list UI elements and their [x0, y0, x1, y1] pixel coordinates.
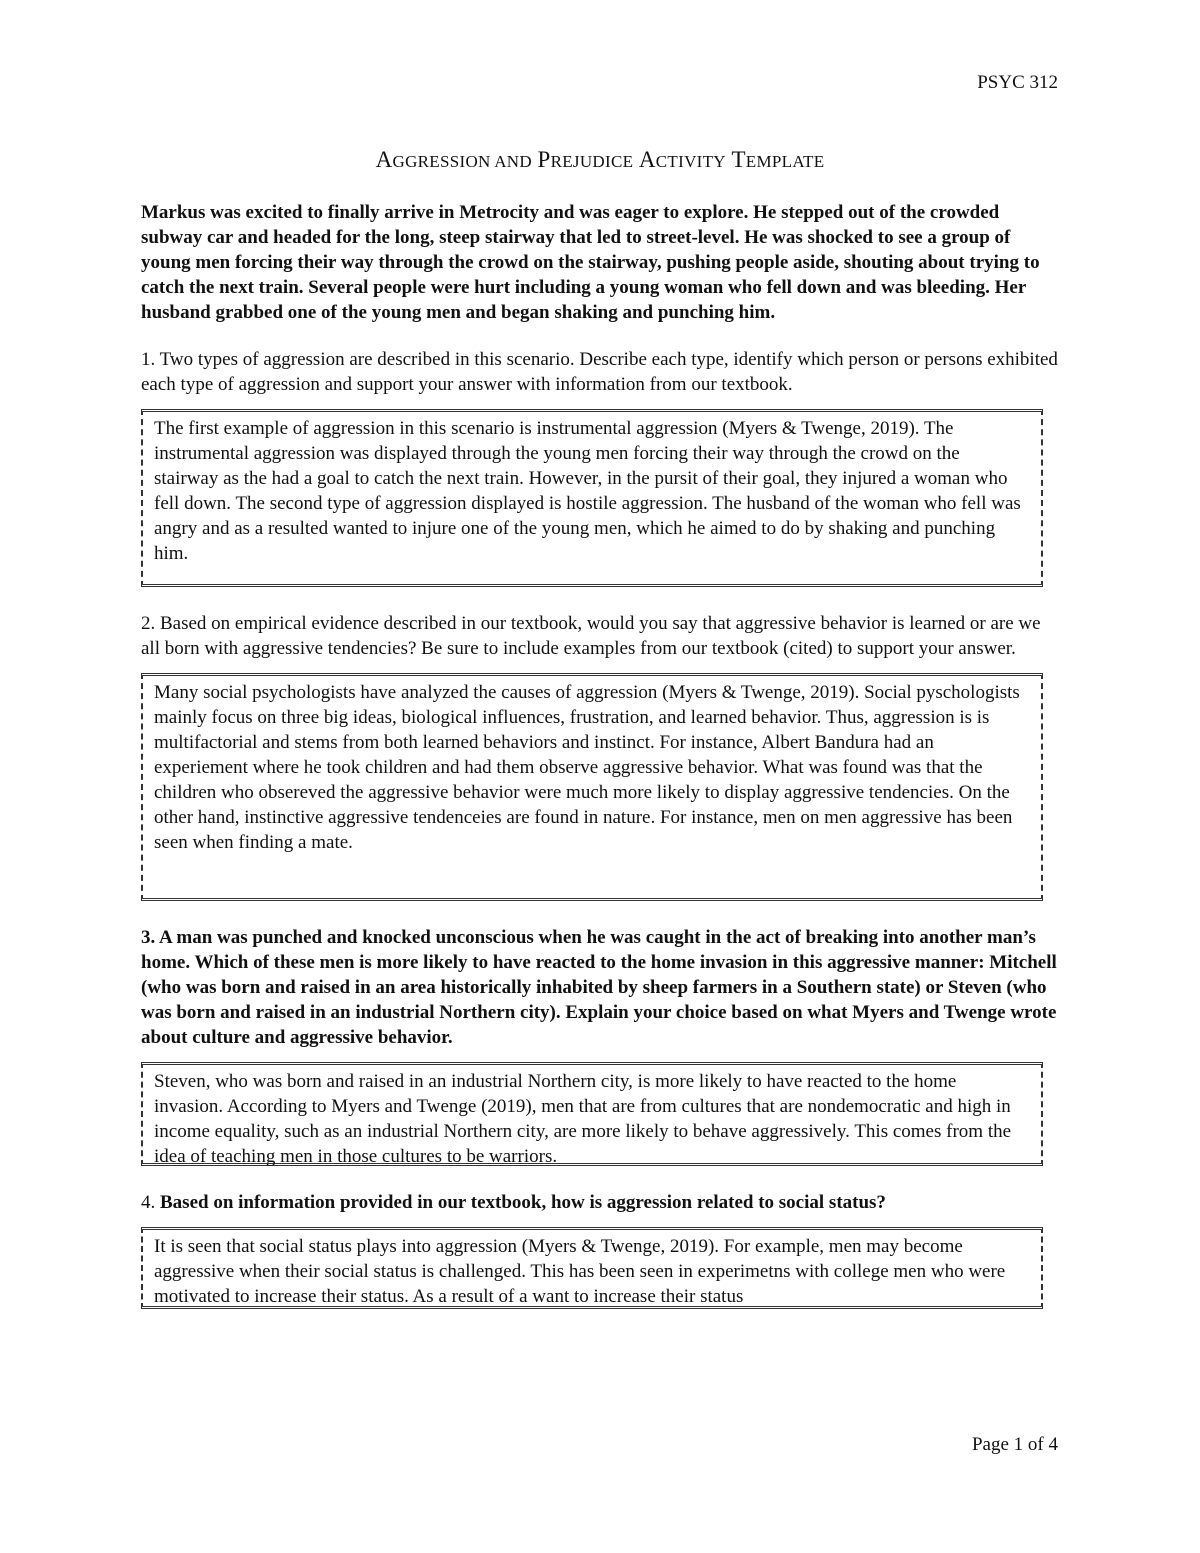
title-rest: EMPLATE	[745, 152, 825, 171]
title-rest: REJUDICE	[550, 152, 634, 171]
title-initial: P	[537, 147, 551, 172]
title-rest: GGRESSION AND	[392, 152, 532, 171]
answer-text-3: Steven, who was born and raised in an industrial Northern city, is more likely to have reacted to the home invasion. According to Myers and Twenge (2019), men that are from cultures that are nondemocratic and high in income equality, such as an industrial Northern city, are more likely to behave aggressively. This comes from the idea of teaching men in those cultures to be warriors.	[154, 1071, 1012, 1167]
answer-box-3[interactable]	[141, 1062, 1043, 1166]
document-title	[0, 147, 1200, 173]
question-2: 2. Based on empirical evidence described in our textbook, would you say that aggressive behavior is learned or are we all born with aggressive tendencies? Be sure to include examples from our textbook (cited) to support your answer.	[141, 613, 1041, 659]
answer-box-1[interactable]	[141, 409, 1043, 587]
course-code: PSYC 312	[977, 72, 1058, 93]
title-initial: T	[731, 147, 746, 172]
title-initial: A	[375, 147, 393, 172]
question-4	[141, 1190, 1061, 1215]
answer-text-4: It is seen that social status plays into aggression (Myers & Twenge, 2019). For example, men may become aggressive when their social status is challenged. This has been seen in experimetns with college men who were motivated to increase their status. As a result of a want to increase their status	[154, 1236, 1006, 1307]
answer-box-4[interactable]	[141, 1227, 1043, 1309]
question-4-number: 4.	[141, 1192, 156, 1213]
title-rest: CTIVITY	[655, 152, 726, 171]
answer-text-1: The first example of aggression in this scenario is instrumental aggression (Myers & Twenge, 2019). The instrumental aggression was displayed through the young men forcing their way through the crowd on the stairway as the had a goal to catch the next train. However, in the pursit of their goal, they injured a woman who fell down. The second type of aggression displayed is hostile aggression. The husband of the woman who fell was angry and as a resulted wanted to injure one of the young men, which he aimed to do by shaking and punching him.	[154, 418, 1021, 564]
question-3: 3. A man was punched and knocked unconscious when he was caught in the act of breaking into another man’s home. Which of these men is more likely to have reacted to the home invasion in this aggressive manner: Mitchell (who was born and raised in an area historically inhabited by sheep farmers in a Southern state) or Steven (who was born and raised in an industrial Northern city). Explain your choice based on what Myers and Twenge wrote about culture and aggressive behavior.	[141, 927, 1057, 1048]
question-1: 1. Two types of aggression are described in this scenario. Describe each type, identify which person or persons exhibited each type of aggression and support your answer with information from our textbook.	[141, 349, 1058, 395]
answer-box-2[interactable]	[141, 673, 1043, 901]
answer-text-2: Many social psychologists have analyzed the causes of aggression (Myers & Twenge, 2019). Social pyschologists mainly focus on three big ideas, biological influences, frustration, and learned behavior. Thus, aggression is is multifactorial and stems from both learned behaviors and instinct. For instance, Albert Bandura had an experiement where he took children and had them observe aggressive behavior. What was found was that the children who obsereved the aggressive behavior were much more likely to display aggressive tendencies. On the other hand, instinctive aggressive tendenceies are found in nature. For instance, men on men aggressive has been seen when finding a mate.	[154, 682, 1020, 853]
page-number: Page 1 of 4	[971, 1434, 1058, 1455]
question-4-text: Based on information provided in our textbook, how is aggression related to social status?	[160, 1192, 886, 1213]
document-body	[141, 200, 1061, 1333]
title-initial: A	[638, 147, 656, 172]
scenario-text: Markus was excited to finally arrive in Metrocity and was eager to explore. He stepped out of the crowded subway car and headed for the long, steep stairway that led to street-level. He was shocked to see a group of young men forcing their way through the crowd on the stairway, pushing people aside, shouting about trying to catch the next train. Several people were hurt including a young woman who fell down and was bleeding. Her husband grabbed one of the young men and began shaking and punching him.	[141, 202, 1040, 323]
